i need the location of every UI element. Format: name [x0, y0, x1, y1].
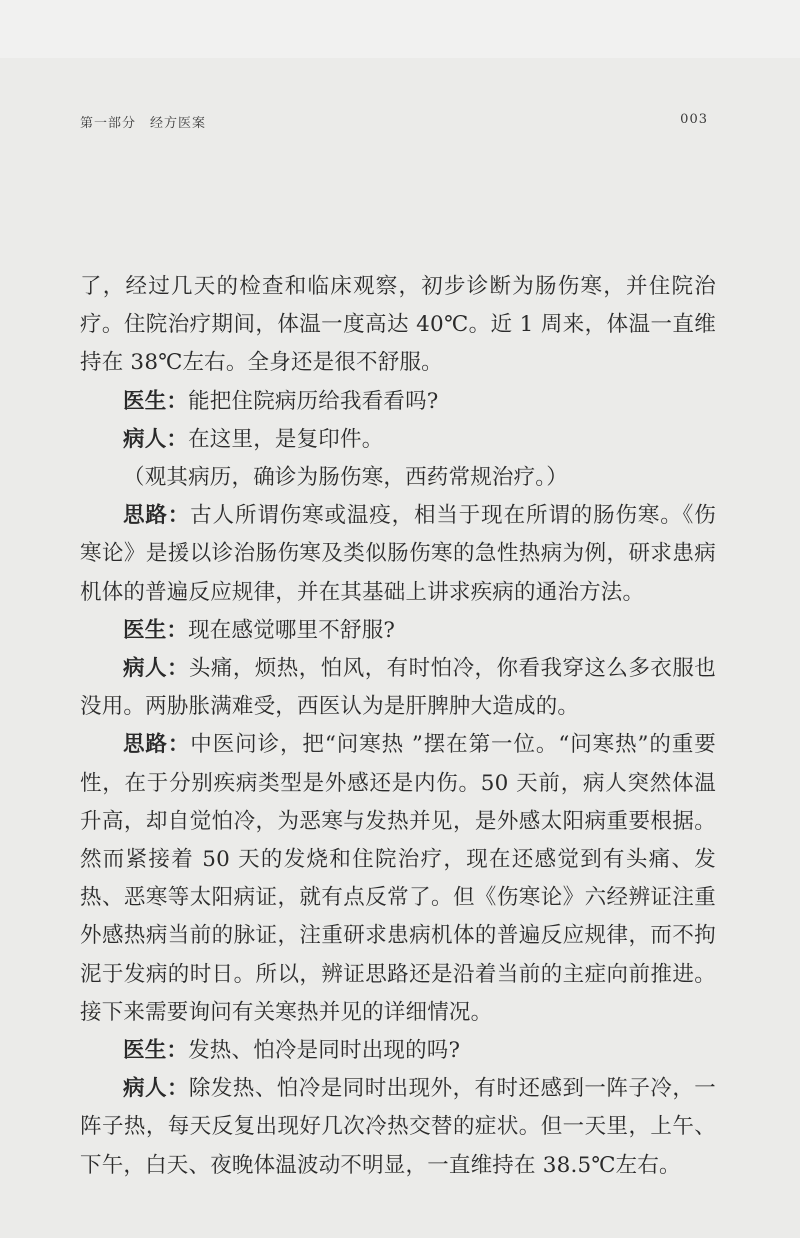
paragraph-text: （观其病历，确诊为肠伤寒，西药常规治疗。） [123, 465, 568, 491]
speaker-label: 医生： [123, 388, 189, 414]
page-number: 003 [680, 112, 708, 127]
speaker-label: 医生： [123, 617, 189, 643]
paragraph-text: 古人所谓伤寒或温疫，相当于现在所谓的肠伤寒。《伤寒论》是援以诊治肠伤寒及类似肠伤寒的急性热病为例，研求患病机体的普遍反应规律，并在其基础上讲求疾病的通治方法。 [80, 503, 716, 605]
paragraph-text: 能把住院病历给我看看吗? [188, 388, 439, 414]
paragraph [80, 650, 716, 726]
speaker-label: 医生： [123, 1038, 189, 1064]
paragraph [80, 268, 716, 383]
paragraph [80, 726, 716, 1032]
paragraph-text: 在这里，是复印件。 [188, 426, 384, 452]
paragraph [80, 497, 716, 612]
paragraph [80, 383, 716, 421]
speaker-label: 病人： [123, 1076, 189, 1102]
paragraph-text: 中医问诊，把“问寒热 ”摆在第一位。“问寒热”的重要性，在于分别疾病类型是外感还是内伤。50 天前，病人突然体温升高，却自觉怕冷，为恶寒与发热并见，是外感太阳病重要根据。然而紧接着 50 天的发烧和住院治疗，现在还感觉到有头痛、发热、恶寒等太阳病证，就有点反常了。但《伤寒论》六经辨证注重外感热病当前的脉证，注重研求患病机体的普遍反应规律，而不拘泥于发病的时日。所以，辨证思路还是沿着当前的主症向前推进。接下来需要询问有关寒热并见的详细情况。 [80, 732, 716, 1025]
section-title: 第一部分 经方医案 [80, 116, 207, 131]
paragraph-text: 发热、怕冷是同时出现的吗? [188, 1038, 461, 1064]
paragraph-text: 除发热、怕冷是同时出现外，有时还感到一阵子冷，一阵子热，每天反复出现好几次冷热交替的症状。但一天里，上午、下午，白天、夜晚体温波动不明显，一直维持在 38.5℃左右。 [80, 1076, 716, 1178]
paragraph-text: 了，经过几天的检查和临床观察，初步诊断为肠伤寒，并住院治疗。住院治疗期间，体温一度高达 40℃。近 1 周来，体温一直维持在 38℃左右。全身还是很不舒服。 [80, 274, 716, 376]
speaker-label: 思路： [123, 732, 191, 758]
paragraph [80, 612, 716, 650]
paragraph [80, 421, 716, 459]
paragraph-text: 现在感觉哪里不舒服? [188, 617, 396, 643]
paragraph [80, 1032, 716, 1070]
speaker-label: 思路： [123, 503, 191, 529]
running-header [80, 112, 708, 131]
paragraph-text: 头痛，烦热，怕风，有时怕冷，你看我穿这么多衣服也没用。两胁胀满难受，西医认为是肝脾肿大造成的。 [80, 656, 716, 720]
paragraph [80, 1070, 716, 1185]
body-text [80, 268, 716, 1185]
speaker-label: 病人： [123, 426, 189, 452]
page-top-margin [0, 0, 800, 58]
speaker-label: 病人： [123, 656, 189, 682]
paragraph [80, 459, 716, 497]
